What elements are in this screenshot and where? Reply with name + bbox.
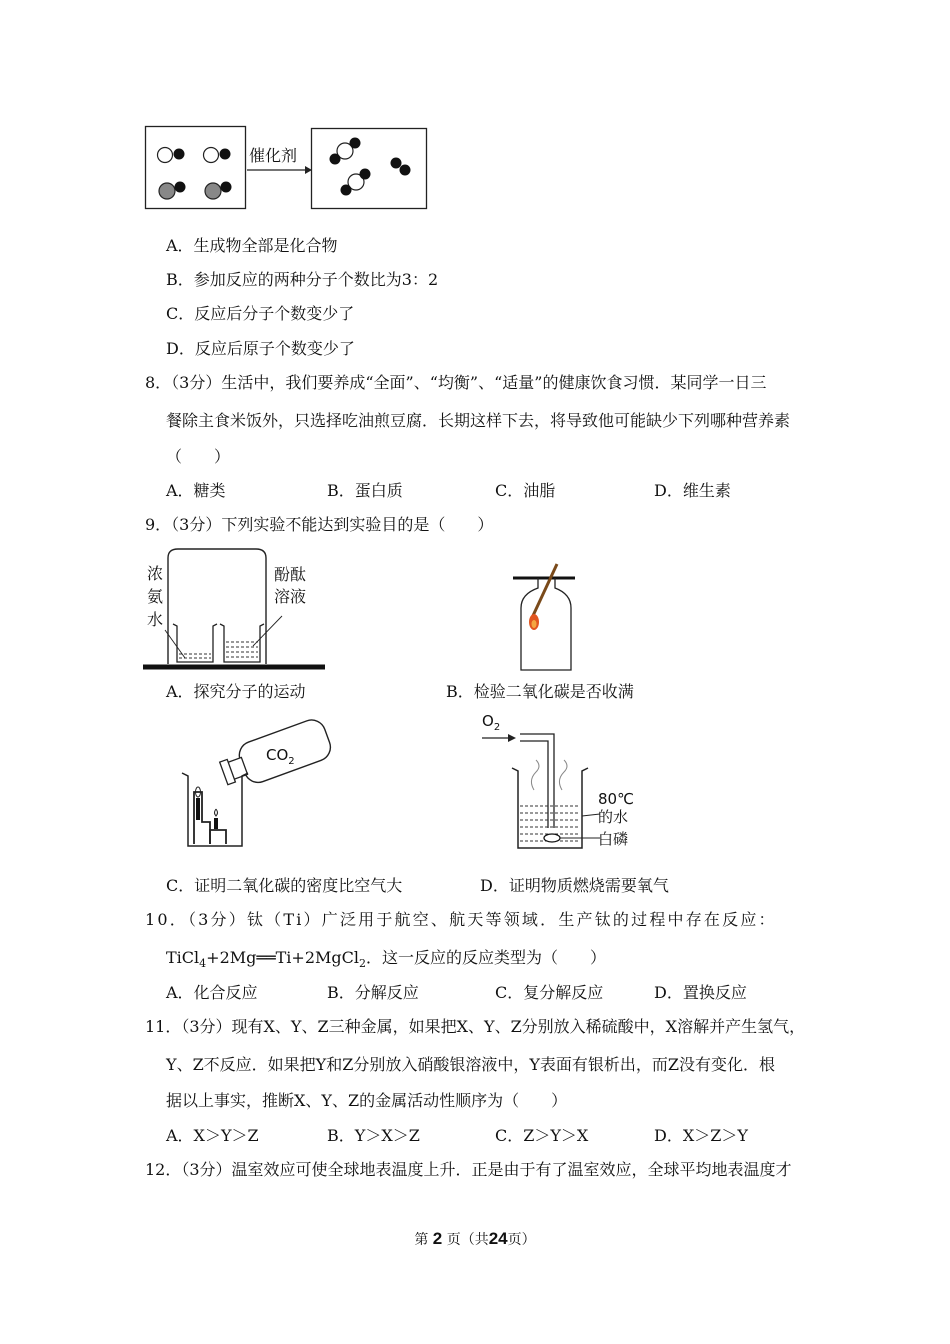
co2-bottle-subscript: 2 <box>288 756 295 767</box>
molecule-product <box>341 169 371 196</box>
co2-bottle-label: CO <box>266 746 289 764</box>
o2-label: O <box>482 712 494 730</box>
q7-option-d: D．反应后原子个数变少了 <box>166 339 355 358</box>
footer-prefix: 第 <box>414 1232 429 1248</box>
eq-sub-4: 4 <box>199 957 207 971</box>
q9-option-b: B．检验二氧化碳是否收满 <box>446 682 634 701</box>
q7-option-b: B．参加反应的两种分子个数比为3：2 <box>166 270 439 289</box>
phosphorus-icon <box>544 834 560 842</box>
q8-stem-line3: （ ） <box>166 447 231 466</box>
water-label: 的水 <box>598 808 629 826</box>
molecule-reactant <box>204 148 231 163</box>
phenolphthalein-label-2: 溶液 <box>274 587 307 606</box>
q9-option-c: C．证明二氧化碳的密度比空气大 <box>166 876 403 895</box>
molecule-reactant <box>158 148 185 163</box>
q7-option-c: C．反应后分子个数变少了 <box>166 304 355 323</box>
q11-stem-line1: 11．（3分）现有X、Y、Z三种金属，如果把X、Y、Z分别放入稀硫酸中，X溶解并产生氢气， <box>145 1017 806 1036</box>
o2-subscript: 2 <box>493 722 501 733</box>
ammonia-label-3: 水 <box>147 610 164 629</box>
footer-middle: 页（共 <box>446 1232 489 1248</box>
q10-option-a: A．化合反应 <box>166 983 258 1002</box>
figure-c-co2-density <box>182 718 342 850</box>
page-footer <box>0 1229 950 1249</box>
q7-option-a: A．生成物全部是化合物 <box>166 236 338 255</box>
total-pages: 24 <box>488 1229 508 1248</box>
candle-icon <box>214 818 218 829</box>
molecule-reactant <box>159 182 186 200</box>
candle-icon <box>196 798 200 820</box>
q10-option-d: D．置换反应 <box>654 983 747 1002</box>
eq-question: ．这一反应的反应类型为（ ） <box>366 948 607 967</box>
temp-label: 80℃ <box>598 790 634 808</box>
q11-stem-line3: 据以上事实，推断X、Y、Z的金属活动性顺序为（ ） <box>166 1091 568 1110</box>
reaction-diagram <box>145 126 430 211</box>
molecule-reactant <box>205 182 232 200</box>
q9-stem: 9．（3分）下列实验不能达到实验目的是（ ） <box>145 515 494 534</box>
eq-reactant: TiCl <box>166 948 200 967</box>
q10-option-c: C．复分解反应 <box>495 983 604 1002</box>
q8-option-d: D．维生素 <box>654 481 731 500</box>
q9-option-a: A．探究分子的运动 <box>166 682 306 701</box>
q8-stem-line1: 8．（3分）生活中，我们要养成“全面”、“均衡”、“适量”的健康饮食习惯．某同学一日三 <box>145 373 767 392</box>
q11-stem-line2: Y、Z不反应．如果把Y和Z分别放入硝酸银溶液中，Y表面有银析出，而Z没有变化．根 <box>166 1055 776 1074</box>
eq-middle: +2Mg══Ti+2MgCl <box>206 948 359 967</box>
molecule-product <box>391 158 411 176</box>
q10-option-b: B．分解反应 <box>327 983 419 1002</box>
phosphorus-label: 白磷 <box>598 830 629 848</box>
ammonia-label-1: 浓 <box>147 564 164 583</box>
catalyst-label: 催化剂 <box>249 146 298 165</box>
ammonia-label-2: 氨 <box>147 587 164 606</box>
q12-stem-line1: 12．（3分）温室效应可使全球地表温度上升．正是由于有了温室效应，全球平均地表温度才 <box>145 1160 792 1179</box>
q8-option-b: B．蛋白质 <box>327 481 403 500</box>
eq-sub-2: 2 <box>359 957 366 971</box>
arrow-head-icon <box>508 734 516 742</box>
q9-option-d: D．证明物质燃烧需要氧气 <box>480 876 669 895</box>
footer-suffix: 页） <box>507 1232 536 1248</box>
phenolphthalein-label-1: 酚酞 <box>274 565 307 584</box>
molecule-product <box>330 138 361 165</box>
figure-d-combustion <box>478 710 648 855</box>
figure-b-co2-check <box>505 560 595 675</box>
q10-equation <box>166 948 606 974</box>
q11-option-b: B．Y＞X＞Z <box>327 1126 420 1145</box>
q10-stem-line1: 10．（3分）钛（Ti）广泛用于航空、航天等领域．生产钛的过程中存在反应： <box>145 910 777 929</box>
figure-a-molecule-motion <box>143 546 328 674</box>
svg-text:O2 <box>482 712 500 733</box>
q11-option-d: D．X＞Z＞Y <box>654 1126 748 1145</box>
q8-option-c: C．油脂 <box>495 481 556 500</box>
q11-option-a: A．X＞Y＞Z <box>166 1126 259 1145</box>
q8-option-a: A．糖类 <box>166 481 226 500</box>
q11-option-c: C．Z＞Y＞X <box>495 1126 589 1145</box>
q8-stem-line2: 餐除主食米饭外，只选择吃油煎豆腐．长期这样下去，将导致他可能缺少下列哪种营养素 <box>166 411 791 430</box>
current-page: 2 <box>432 1229 443 1248</box>
